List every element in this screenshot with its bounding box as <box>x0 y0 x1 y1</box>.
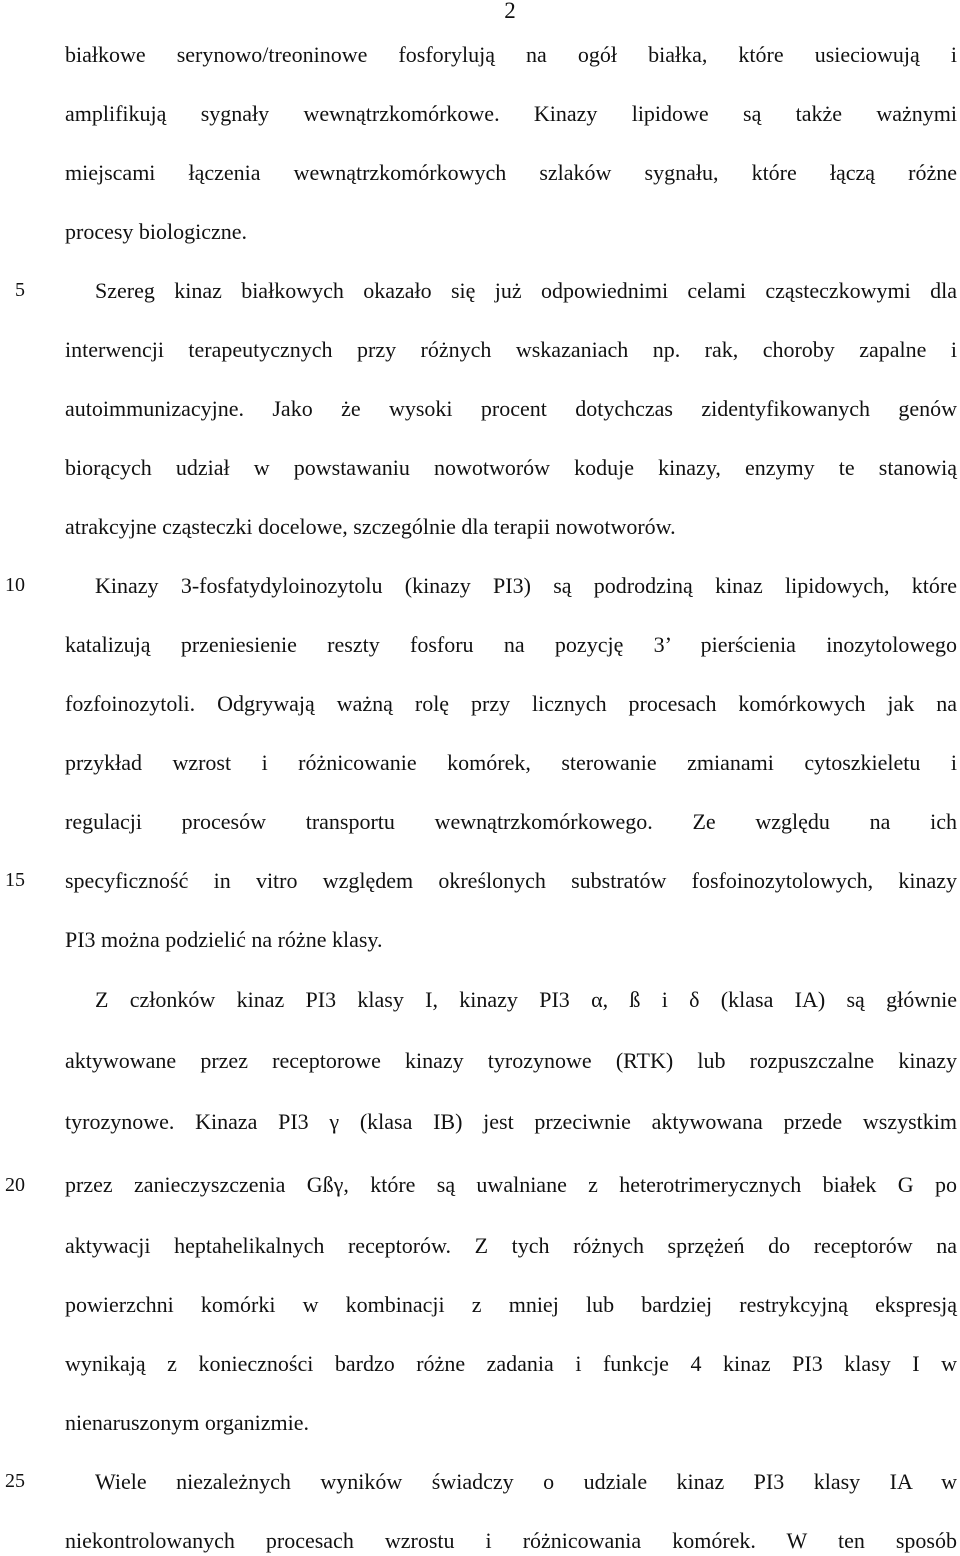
text-line: Kinazy 3-fosfatydyloinozytolu (kinazy PI3) są podrodziną kinaz lipidowych, które <box>95 573 957 598</box>
text-line: przykład wzrost i różnicowanie komórek, sterowanie zmianami cytoszkieletu i <box>65 750 957 775</box>
text-line: wynikają z konieczności bardzo różne zadania i funkcje 4 kinaz PI3 klasy I w <box>65 1351 957 1376</box>
text-line: fozfoinozytoli. Odgrywają ważną rolę przy licznych procesach komórkowych jak na <box>65 691 957 716</box>
line-number-25: 25 <box>5 1470 25 1492</box>
text-line: aktywowane przez receptorowe kinazy tyrozynowe (RTK) lub rozpuszczalne kinazy <box>65 1048 957 1073</box>
text-line: białkowe serynowo/treoninowe fosforylują na ogół białka, które usieciowują i <box>65 42 957 67</box>
page-number: 2 <box>504 0 516 23</box>
text-line: powierzchni komórki w kombinacji z mniej lub bardziej restrykcyjną ekspresją <box>65 1292 957 1317</box>
text-line: katalizują przeniesienie reszty fosforu na pozycję 3’ pierścienia inozytolowego <box>65 632 957 657</box>
text-line: tyrozynowe. Kinaza PI3 γ (klasa IB) jest przeciwnie aktywowana przede wszystkim <box>65 1109 957 1134</box>
text-line: regulacji procesów transportu wewnątrzkomórkowego. Ze względu na ich <box>65 809 957 834</box>
text-line: niekontrolowanych procesach wzrostu i różnicowania komórek. W ten sposób <box>65 1528 957 1553</box>
text-line: nienaruszonym organizmie. <box>65 1410 309 1435</box>
text-line: specyficzność in vitro względem określonych substratów fosfoinozytolowych, kinazy <box>65 868 957 893</box>
text-line: aktywacji heptahelikalnych receptorów. Z tych różnych sprzężeń do receptorów na <box>65 1233 957 1258</box>
text-line: procesy biologiczne. <box>65 219 248 244</box>
text-line: Szereg kinaz białkowych okazało się już odpowiednimi celami cząsteczkowymi dla <box>95 278 957 303</box>
line-number-10: 10 <box>5 574 25 596</box>
line-number-5: 5 <box>15 279 25 301</box>
text-line: przez zanieczyszczenia Gßγ, które są uwalniane z heterotrimerycznych białek G po <box>65 1172 957 1197</box>
text-line: PI3 można podzielić na różne klasy. <box>65 927 383 952</box>
text-line: atrakcyjne cząsteczki docelowe, szczególnie dla terapii nowotworów. <box>65 514 676 539</box>
text-line: Wiele niezależnych wyników świadczy o udziale kinaz PI3 klasy IA w <box>95 1469 957 1494</box>
text-line: amplifikują sygnały wewnątrzkomórkowe. Kinazy lipidowe są także ważnymi <box>65 101 957 126</box>
line-number-15: 15 <box>5 869 25 891</box>
text-line: biorących udział w powstawaniu nowotworów koduje kinazy, enzymy te stanowią <box>65 455 957 480</box>
text-line: interwencji terapeutycznych przy różnych wskazaniach np. rak, choroby zapalne i <box>65 337 957 362</box>
text-line: Z członków kinaz PI3 klasy I, kinazy PI3 α, ß i δ (klasa IA) są głównie <box>95 987 957 1012</box>
text-line: autoimmunizacyjne. Jako że wysoki procent dotychczas zidentyfikowanych genów <box>65 396 957 421</box>
text-line: miejscami łączenia wewnątrzkomórkowych szlaków sygnału, które łączą różne <box>65 160 957 185</box>
line-number-20: 20 <box>5 1174 25 1196</box>
